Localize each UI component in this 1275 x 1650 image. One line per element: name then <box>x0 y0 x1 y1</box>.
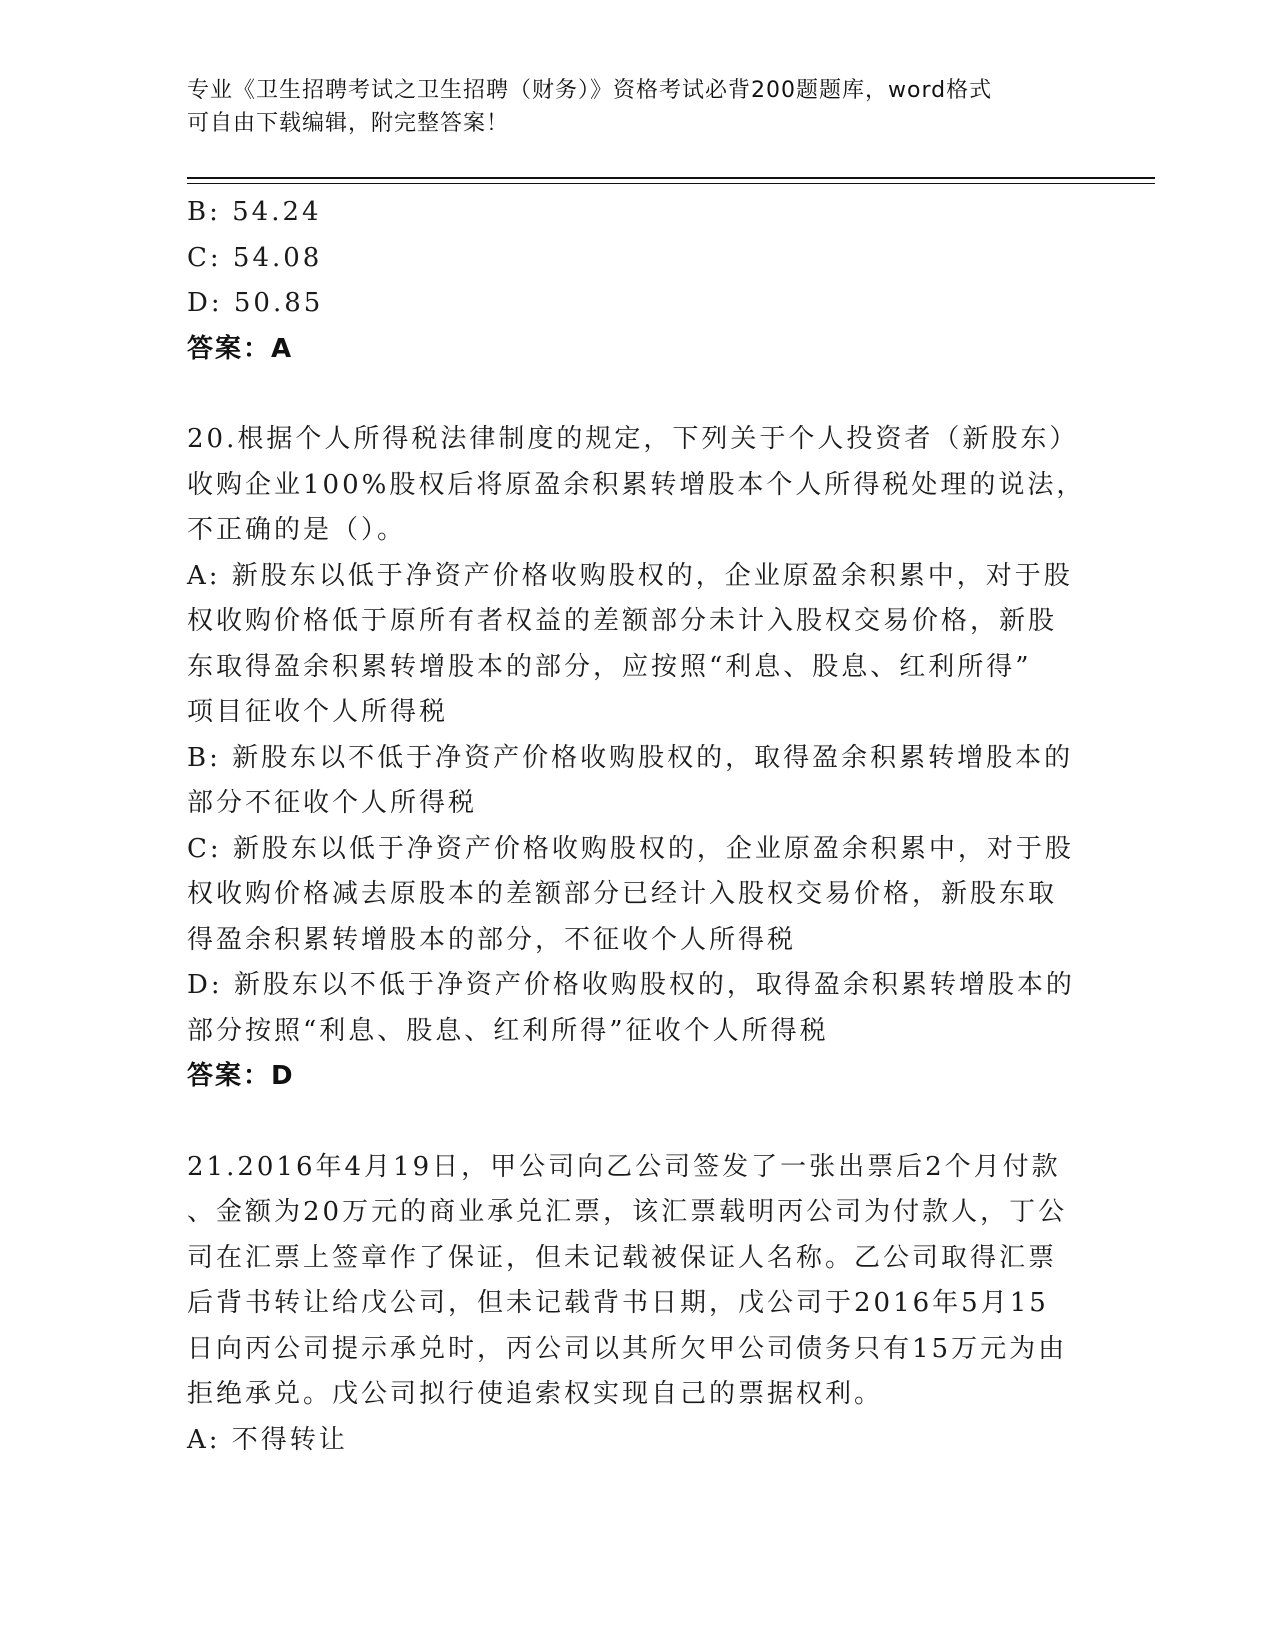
option-line: 权收购价格低于原所有者权益的差额部分未计入股权交易价格，新股 <box>187 606 1058 636</box>
question-20-answer: 答案：D <box>187 1061 295 1091</box>
question-19-tail <box>187 190 1077 372</box>
header-line-1: 专业《卫生招聘考试之卫生招聘（财务）》资格考试必背200题题库，word格式 <box>187 78 993 103</box>
option-line: 项目征收个人所得税 <box>187 697 449 727</box>
question-21-stem-line: 拒绝承兑。戊公司拟行使追索权实现自己的票据权利。 <box>187 1379 884 1409</box>
question-20-stem <box>187 417 1086 554</box>
question-20-option-c <box>187 827 1077 964</box>
question-20 <box>187 417 1086 1100</box>
question-21-stem-line: 、金额为20万元的商业承兑汇票，该汇票载明丙公司为付款人，丁公 <box>187 1197 1068 1227</box>
option-line: 东取得盈余积累转增股本的部分，应按照“利息、股息、红利所得” <box>187 651 1032 682</box>
question-20-stem-line: 20.根据个人所得税法律制度的规定，下列关于个人投资者（新股东） <box>187 424 1079 454</box>
option-line: C: 新股东以低于净资产价格收购股权的，企业原盈余积累中，对于股 <box>187 833 1074 864</box>
header-divider-thin <box>187 183 1155 184</box>
question-21-stem-line: 日向丙公司提示承兑时，丙公司以其所欠甲公司债务只有15万元为由 <box>187 1333 1068 1364</box>
question-21-stem-line: 后背书转让给戊公司，但未记载背书日期，戊公司于2016年5月15 <box>187 1288 1049 1318</box>
option-line: D: 新股东以不低于净资产价格收购股权的，取得盈余积累转增股本的 <box>187 970 1075 1000</box>
question-21-stem-line: 司在汇票上签章作了保证，但未记载被保证人名称。乙公司取得汇票 <box>187 1242 1058 1273</box>
header-line-2: 可自由下载编辑，附完整答案！ <box>187 111 510 136</box>
question-20-option-b <box>187 736 1077 827</box>
question-20-option-a <box>187 554 1077 736</box>
document-header <box>187 74 1067 140</box>
question-21-option-a: A: 不得转让 <box>187 1424 348 1455</box>
question-20-stem-line: 不正确的是（）。 <box>187 515 407 545</box>
question-19-answer: 答案：A <box>187 333 294 364</box>
option-line: 得盈余积累转增股本的部分，不征收个人所得税 <box>187 924 797 955</box>
document-body <box>187 190 1086 1463</box>
question-19-option-b: B: 54.24 <box>187 197 322 227</box>
header-divider-thick <box>187 177 1155 179</box>
option-line: 部分按照“利息、股息、红利所得”征收个人所得税 <box>187 1015 829 1046</box>
option-line: 部分不征收个人所得税 <box>187 788 478 818</box>
spacer <box>187 1100 1077 1145</box>
option-line: B: 新股东以不低于净资产价格收购股权的，取得盈余积累转增股本的 <box>187 742 1074 773</box>
question-21 <box>187 1145 1077 1464</box>
question-20-stem-line: 收购企业100%股权后将原盈余积累转增股本个人所得税处理的说法， <box>187 469 1086 500</box>
option-line: 权收购价格减去原股本的差额部分已经计入股权交易价格，新股东取 <box>187 879 1058 909</box>
question-21-stem-line: 21.2016年4月19日，甲公司向乙公司签发了一张出票后2个月付款 <box>187 1151 1061 1182</box>
option-line: A: 新股东以低于净资产价格收购股权的，企业原盈余积累中，对于股 <box>187 560 1073 591</box>
spacer <box>187 372 1077 417</box>
question-19-option-d: D: 50.85 <box>187 288 324 318</box>
question-20-option-d <box>187 963 1077 1054</box>
question-21-stem <box>187 1145 1077 1418</box>
question-19-option-c: C: 54.08 <box>187 242 323 273</box>
